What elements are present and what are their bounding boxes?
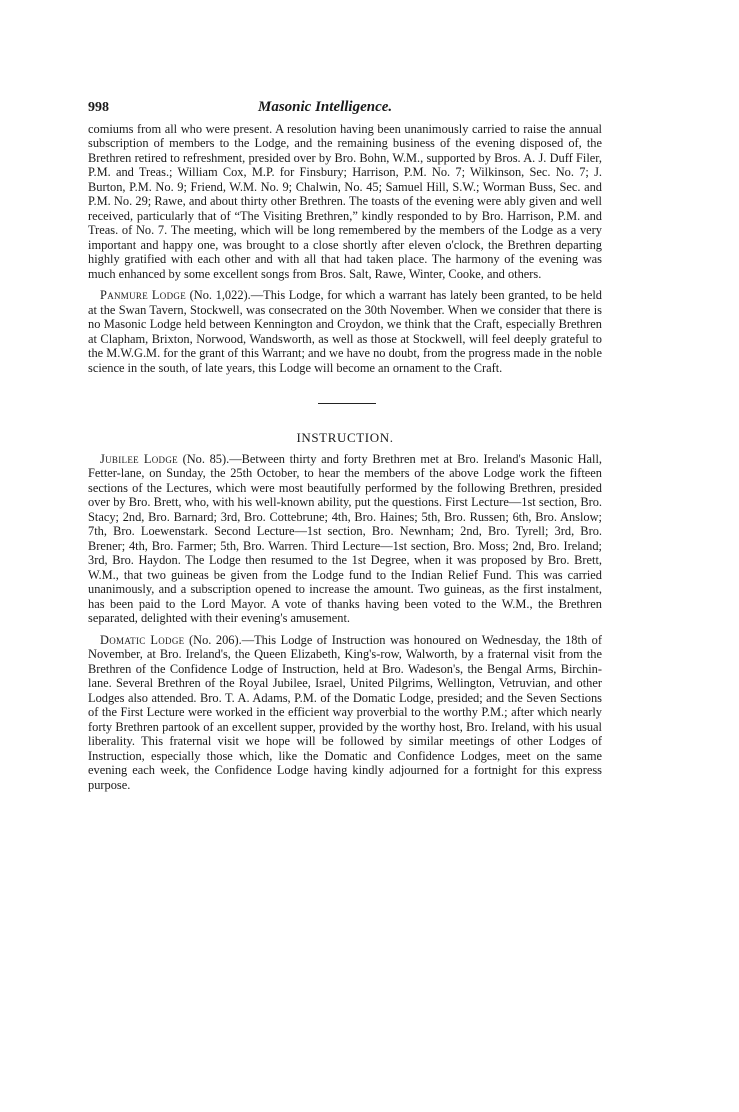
panmure-text: (No. 1,022).—This Lodge, for which a warrant has lately been granted, to be held at the Swan Tavern, Stockwell, was consecrated on the 30th November. When we consider that there is no Masonic Lodge held between Kennington and Croydon, we think that the Craft, especially Brethren at Clapham, Brixton, Norwood, Wandsworth, as well as those at Stockwell, will feel deeply grateful to the M.W.G.M. for the grant of this Warrant; and we have no doubt, from the progress made in the noble science in the south, of late years, this Lodge will become an ornament to the Craft. xyxy=(88,288,602,375)
lodge-name-panmure: Panmure Lodge xyxy=(100,288,186,302)
paragraph-panmure-lodge xyxy=(88,288,602,375)
paragraph-domatic-lodge xyxy=(88,633,602,793)
lodge-name-domatic: Domatic Lodge xyxy=(100,632,185,647)
section-divider xyxy=(88,375,602,431)
running-title: Masonic Intelligence. xyxy=(258,99,393,115)
section-title: INSTRUCTION. xyxy=(296,430,394,445)
paragraph-continued: comiums from all who were present. A resolution having been unanimously carried to raise the annual subscription of members to the Lodge, and the remaining business of the evening disposed of, the Brethren retired to refreshment, presided over by Bro. Bohn, W.M., supported by Bros. A. J. Duff Filer, P.M. and Treas.; William Cox, M.P. for Finsbury; Harrison, P.M. No. 7; Wilkinson, Sec. No. 7; J. Burton, P.M. No. 9; Friend, W.M. No. 9; Chalwin, No. 45; Samuel Hill, S.W.; Worman Buss, Sec. and P.M. No. 29; Rawe, and about thirty other Brethren. The toasts of the evening were ably given and well received, particularly that of “The Visiting Brethren,” kindly responded to by Bro. Harrison, P.M. and Treas. of No. 7. The meeting, which will be long remembered by the members of the Lodge as a very important and happy one, was brought to a close shortly after eleven o'clock, the Brethren departing highly gratified with each other and with all that had taken place. The harmony of the evening was much enhanced by some excellent songs from Bros. Salt, Rawe, Winter, Cooke, and others. xyxy=(88,121,602,281)
lodge-name-jubilee: Jubilee Lodge xyxy=(100,451,178,466)
domatic-text: (No. 206).—This Lodge of Instruction was honoured on Wednesday, the 18th of November, at Bro. Ireland's, the Queen Elizabeth, King's-row, Walworth, by a fraternal visit from the Brethren of the Confidence Lodge of Instruction, held at Bro. Wadeson's, the Bengal Arms, Birchin-lane. Several Brethren of the Royal Jubilee, Israel, United Pilgrims, Wellington, Vetruvian, and other Lodges also attended. Bro. T. A. Adams, P.M. of the Domatic Lodge, presided; and the Seven Sections of the First Lecture were worked in the efficient way proverbial to the worthy P.M.; after which nearly forty Brethren partook of an excellent supper, provided by the worthy host, Bro. Ireland, with his usual liberality. This fraternal visit we hope will be followed by similar meetings of other Lodges of Instruction, especially those which, like the Domatic and Confidence Lodges, meet on the same evening each week, the Confidence Lodge having kindly adjourned for a fortnight for this express purpose. xyxy=(88,632,602,792)
page-number: 998 xyxy=(88,100,109,115)
paragraph-jubilee-lodge xyxy=(88,452,602,626)
page-header xyxy=(88,100,602,116)
document-page xyxy=(88,100,602,792)
jubilee-text: (No. 85).—Between thirty and forty Brethren met at Bro. Ireland's Masonic Hall, Fetter-lane, on Sunday, the 25th October, to hear the members of the above Lodge work the fifteen sections of the Lectures, which were most beautifully performed by the following Brethren, presided over by Bro. Brett, who, with his well-known ability, put the questions. First Lecture—1st section, Bro. Stacy; 2nd, Bro. Barnard; 3rd, Bro. Cottebrune; 4th, Bro. Haines; 5th, Bro. Russen; 6th, Bro. Anslow; 7th, Bro. Loewenstark. Second Lecture—1st section, Bro. Newnham; 2nd, Bro. Tyrell; 3rd, Bro. Brener; 4th, Bro. Farmer; 5th, Bro. Warren. Third Lecture—1st section, Bro. Moss; 2nd, Bro. Ireland; 3rd, Bro. Haydon. The Lodge then resumed to the 1st Degree, when it was proposed by Bro. Brett, W.M., that two guineas be given from the Lodge fund to the Indian Relief Fund. This was carried unanimously, and a subscription opened to increase the amount. Two guineas, as the first instalment, has been paid to the Lord Mayor. A vote of thanks having been voted to the W.M., the Brethren separated, delighted with their evening's amusement. xyxy=(88,451,602,625)
